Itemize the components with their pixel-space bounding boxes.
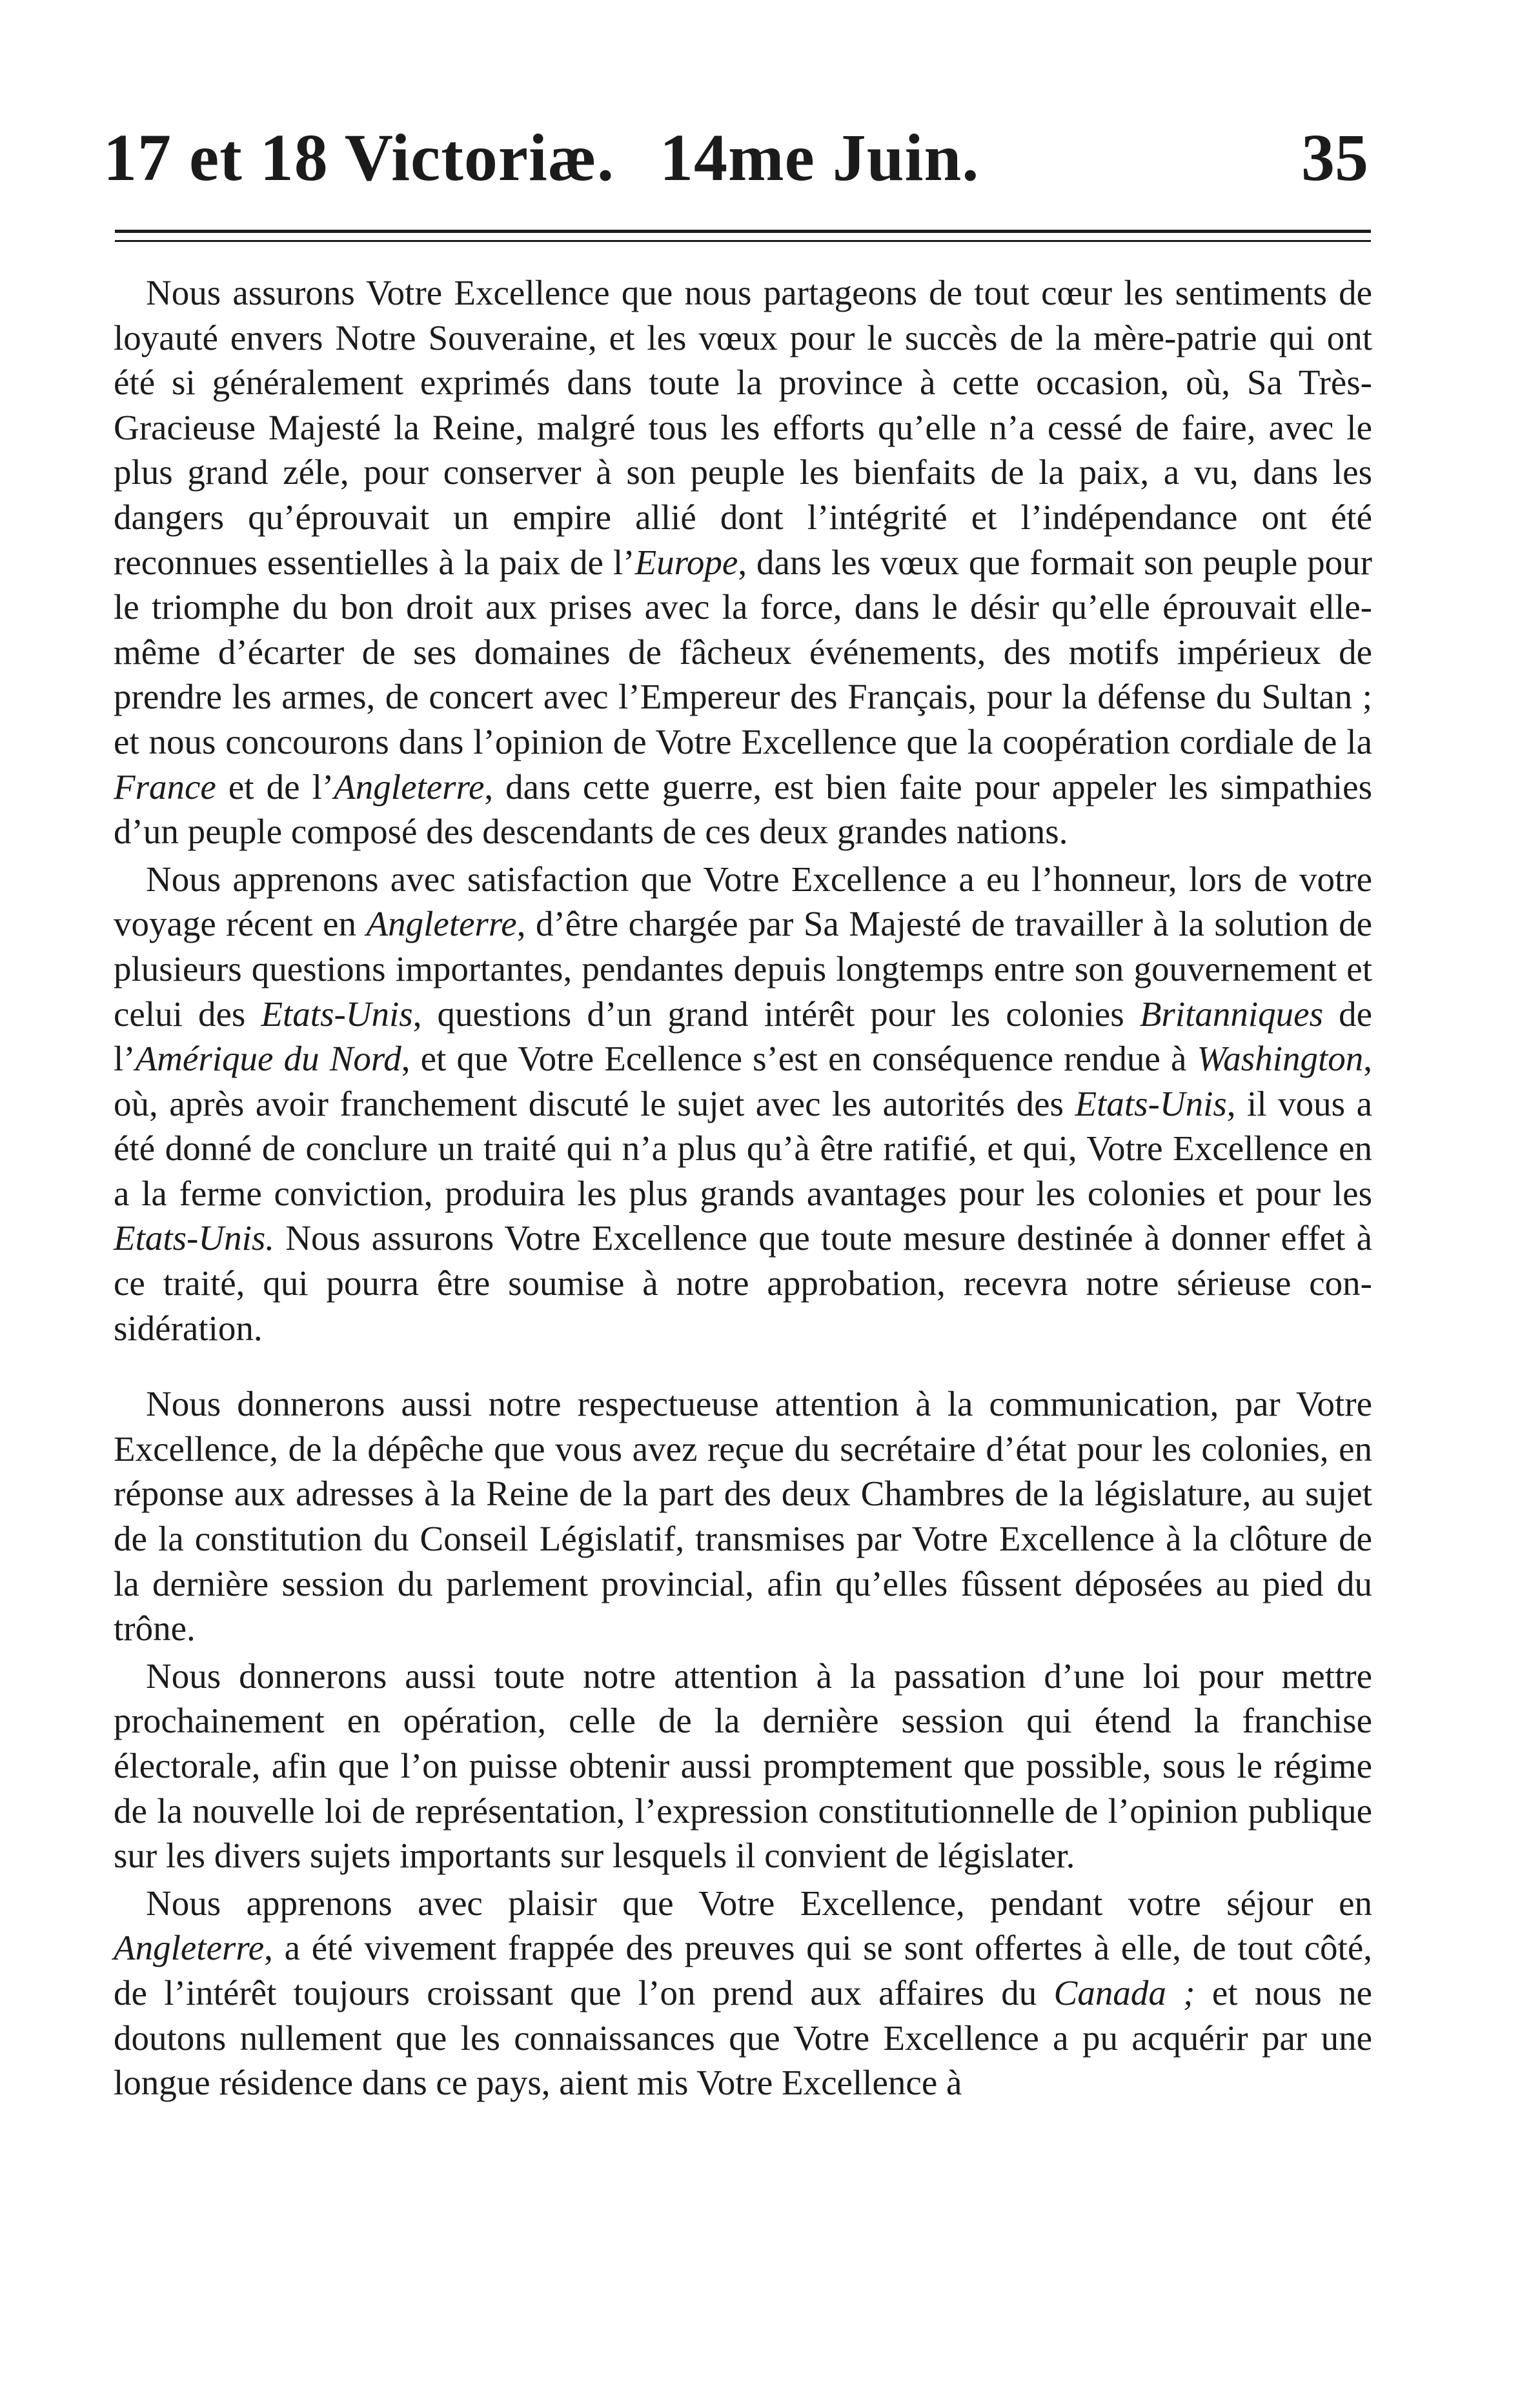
italic-text-run: Washington — [1197, 1039, 1364, 1079]
header-rule-thin — [115, 240, 1371, 242]
italic-text-run: Etats-Unis. — [114, 1218, 275, 1258]
text-run: , dans les vœux que formait son peuple pour le triomphe du bon droit aux prises avec la force, dans le désir qu’elle éprouvait elle-même d’écarter de ses domaines de fâcheux événements, des motifs impérieux de prendre les armes, de concert avec l’Empereur des Français, pour la défense du Sultan ; et nous concourons dans l’opinion de Votre Excellence que la coopération cordiale de la — [114, 542, 1372, 761]
text-run: Nous donnerons aussi notre respectueuse attention à la communication, par Votre Excellence, de la dépêche que vous avez reçue du secrétaire d’état pour les colonies, en réponse aux adresses à la Reine de la part des deux Chambres de la législature, au sujet de la constitution du Conseil Législatif, transmises par Votre Excellence à la clôture de la dernière session du parlement provincial, afin qu’elles fûssent déposées au pied du trône. — [114, 1384, 1372, 1649]
italic-text-run: Etats-Unis — [1075, 1083, 1227, 1123]
text-run: , dans cette guerre, est bien faite pour appeler les simpathies d’un peuple composé des descendants de ces deux grandes nations. — [114, 767, 1372, 852]
italic-text-run: Amérique du Nord — [135, 1039, 401, 1079]
paragraph — [114, 1654, 1372, 1878]
italic-text-run: Angleterre — [334, 767, 485, 807]
text-run: et de l’ — [216, 767, 334, 807]
header-rule-thick — [115, 230, 1371, 233]
text-run: , questions d’un grand intérêt pour les colonies — [412, 994, 1140, 1034]
running-head — [103, 110, 979, 206]
body-text — [114, 268, 1372, 2105]
text-run: Nous assurons Votre Excellence que toute mesure destinée à donner effet à ce traité, qui pourra être soumise à notre approbation, recevra notre sérieuse considération. — [114, 1218, 1372, 1348]
paragraph — [114, 1881, 1372, 2105]
italic-text-run: France — [114, 767, 216, 807]
italic-text-run: Angleterre — [114, 1928, 265, 1968]
text-run: de l’ — [114, 994, 1373, 1079]
text-run: et nous ne doutons nullement que les connaissances que Votre Excellence a pu acquérir par une longue résidence dans ce pays, aient mis Votre Excellence à — [114, 1972, 1373, 2103]
italic-text-run: Britanniques — [1139, 994, 1323, 1034]
page-number: 35 — [1301, 121, 1368, 195]
italic-text-run: Etats-Unis — [261, 994, 413, 1034]
text-run: , où, après avoir franchement discuté le sujet avec les autorités des — [114, 1039, 1373, 1123]
text-run: Nous assurons Votre Excellence que nous partageons de tout cœur les sentiments de loyauté envers Notre Souveraine, et les vœux pour le succès de la mère-patrie qui ont été si généralement exprimés dans toute la province à cette occasion, où, Sa Très-Gracieuse Majesté la Reine, malgré tous les efforts qu’elle n’a cessé de faire, avec le plus grand zéle, pour conserver à son peuple les bienfaits de la paix, a vu, dans les dangers qu’éprouvait un empire allié dont l’intégrité et l’indépendance ont été reconnues essentielles à la paix de l’ — [114, 273, 1372, 582]
paragraph — [114, 1381, 1372, 1651]
italic-text-run: Europe — [634, 542, 738, 582]
text-run: , d’être chargée par Sa Majesté de travailler à la solution de plusieurs questions importantes, pendantes depuis longtemps entre son gouvernement et celui des — [114, 904, 1372, 1034]
session-title: 17 et 18 Victoriæ. — [103, 121, 615, 195]
text-run: Nous apprenons avec plaisir que Votre Excellence, pendant votre séjour en — [146, 1883, 1372, 1923]
header-date: 14me Juin. — [660, 121, 980, 195]
page-header — [103, 110, 1368, 206]
text-run: , a été vivement frappée des preuves qui se sont offertes à elle, de tout côté, de l’intérêt toujours croissant que l’on prend aux affaires du — [114, 1928, 1372, 2012]
text-run: , il vous a été donné de conclure un traité qui n’a plus qu’à être ratifié, et qui, Votre Excellence en a la ferme conviction, produira les plus grands avantages pour les colonies et pour les — [114, 1083, 1372, 1213]
paragraph — [114, 857, 1372, 1351]
italic-text-run: Angleterre — [366, 904, 517, 944]
text-run: Nous apprenons avec satisfaction que Votre Excellence a eu l’honneur, lors de votre voyage récent en — [114, 859, 1372, 944]
paragraph — [114, 270, 1372, 854]
text-run: Nous donnerons aussi toute notre attention à la passation d’une loi pour mettre prochainement en opération, celle de la dernière session qui étend la franchise électorale, afin que l’on puisse obtenir aussi promptement que possible, sous le régime de la nouvelle loi de représentation, l’expression constitutionnelle de l’opinion publique sur les divers sujets importants sur lesquels il convient de législater. — [114, 1656, 1372, 1876]
italic-text-run: Canada ; — [1053, 1972, 1195, 2012]
text-run: , et que Votre Ecellence s’est en conséquence rendue à — [401, 1039, 1197, 1079]
